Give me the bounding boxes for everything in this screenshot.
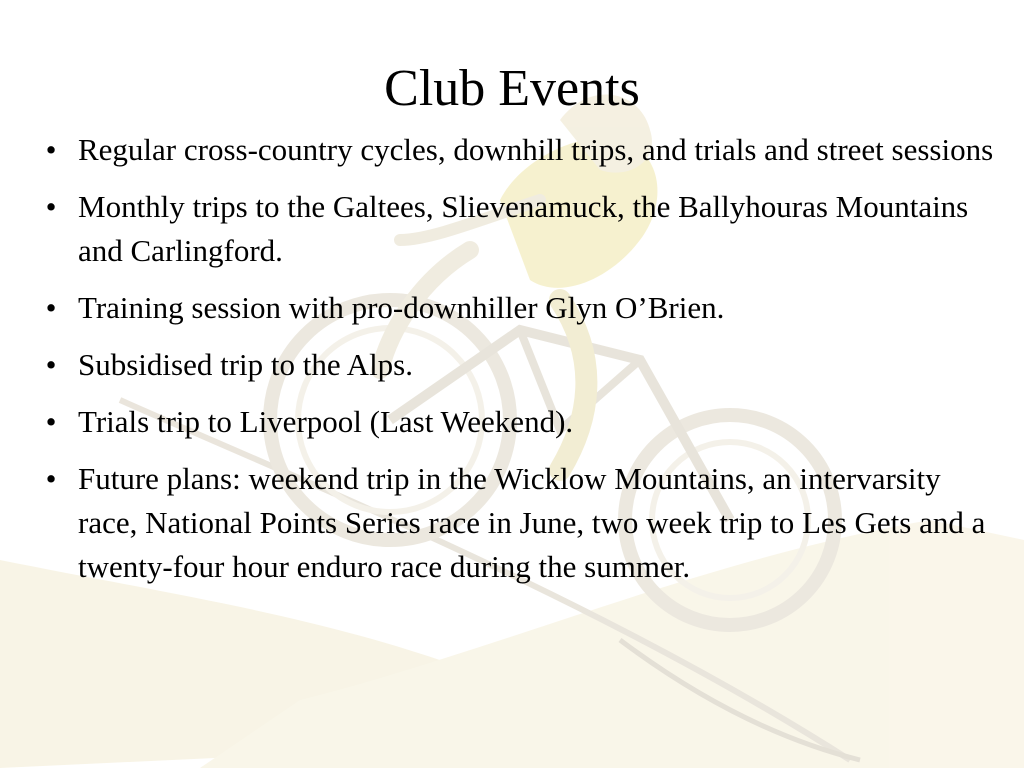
list-item	[36, 343, 1001, 387]
list-item	[36, 128, 1001, 172]
bullet-text: Regular cross-country cycles, downhill trips, and trials and street sessions	[78, 132, 994, 167]
bullet-icon: •	[45, 404, 57, 439]
bullet-text: Monthly trips to the Galtees, Slievenamuck, the Ballyhouras Mountains and Carlingford.	[78, 189, 969, 268]
list-item	[36, 185, 1001, 273]
slide-title: Club Events	[384, 60, 640, 117]
list-item	[36, 457, 1001, 589]
bullet-text: Trials trip to Liverpool (Last Weekend).	[78, 404, 574, 439]
bullet-text: Subsidised trip to the Alps.	[78, 347, 413, 382]
bullet-icon: •	[45, 347, 57, 382]
bullet-icon: •	[45, 461, 57, 496]
bullet-text: Future plans: weekend trip in the Wicklow Mountains, an intervarsity race, National Points Series race in June, two week trip to Les Gets and a twenty-four hour enduro race during the summer.	[78, 461, 986, 584]
bullet-icon: •	[45, 132, 57, 167]
list-item	[36, 400, 1001, 444]
bullet-icon: •	[45, 290, 57, 325]
list-item	[36, 286, 1001, 330]
bullet-icon: •	[45, 189, 57, 224]
event-bullet-list	[36, 128, 1001, 602]
bullet-text: Training session with pro-downhiller Glyn O’Brien.	[78, 290, 725, 325]
